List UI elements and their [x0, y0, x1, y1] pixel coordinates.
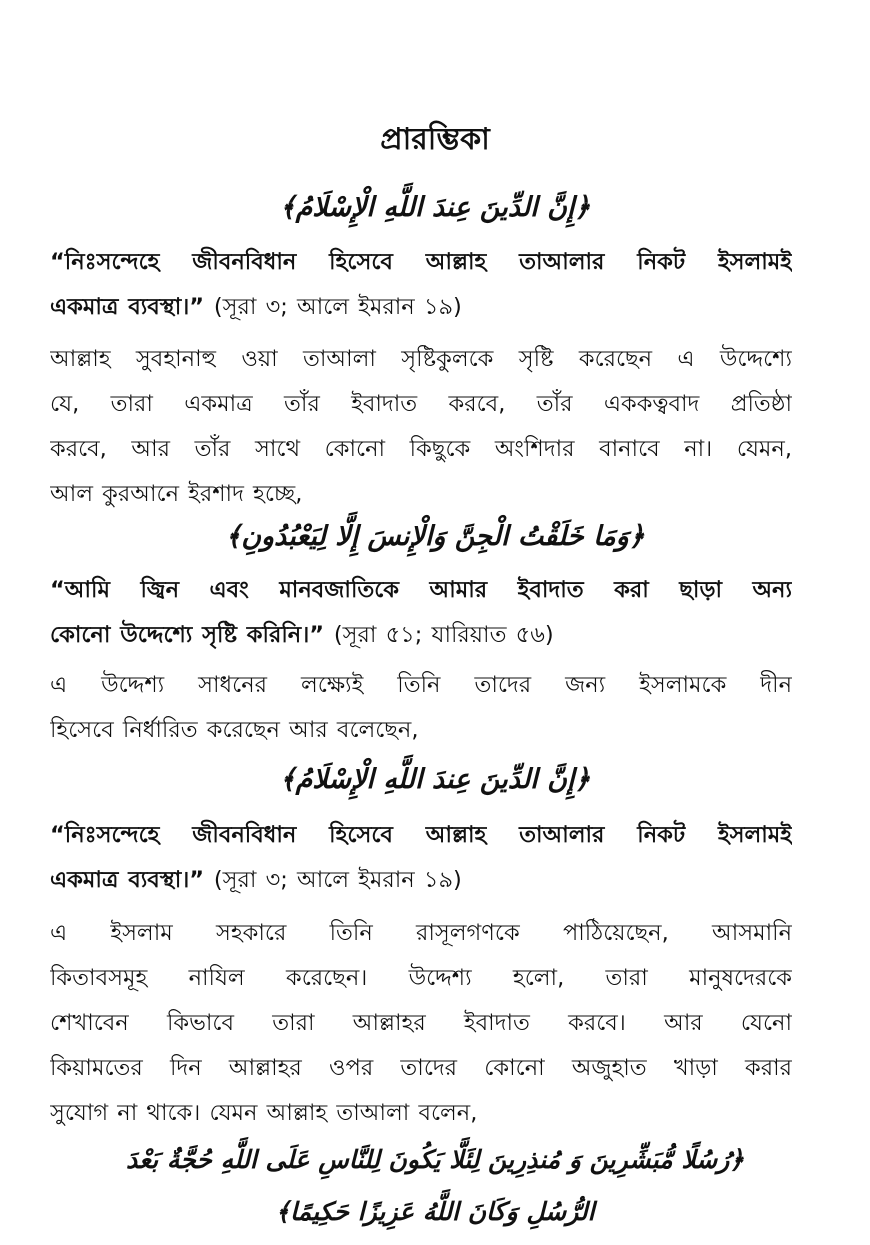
arabic-verse-4-line-2: الرُّسُلِ وَكَانَ اللَّهُ عَزِيزًا حَكِيمًا﴾ [275, 1197, 595, 1226]
arabic-verse-4-line-1: ﴿رُسُلًا مُّبَشِّرِينَ وَ مُنذِرِينَ لِئَلَّا يَكُونَ لِلنَّاسِ عَلَى اللَّهِ حُجَّةٌ بَعْدَ [126, 1145, 744, 1174]
body-line: আল কুরআনে ইরশাদ হচ্ছে, [50, 481, 303, 507]
quote-text: একমাত্র ব্যবস্থা।” [50, 867, 205, 893]
citation: (সূরা ৫১; যারিয়াত ৫৬) [333, 622, 554, 648]
body-line: হিসেবে নির্ধারিত করেছেন আর বলেছেন, [50, 717, 419, 743]
body-line: কিতাবসমূহ নাযিল করেছেন। উদ্দেশ্য হলো, তারা মানুষদেরকে [50, 965, 792, 991]
body-line: এ ইসলাম সহকারে তিনি রাসূলগণকে পাঠিয়েছেন, আসমানি [50, 920, 792, 946]
quote-translation-1 [50, 240, 792, 330]
body-line: এ উদ্দেশ্য সাধনের লক্ষ্যেই তিনি তাদের জন্য ইসলামকে দীন [50, 672, 792, 698]
quote-text: কোনো উদ্দেশ্যে সৃষ্টি করিনি।” [50, 622, 325, 648]
body-paragraph-2 [50, 663, 792, 753]
quote-translation-3 [50, 813, 792, 903]
body-paragraph-1 [50, 337, 792, 517]
body-line: যে, তারা একমাত্র তাঁর ইবাদাত করবে, তাঁর এককত্ববাদ প্রতিষ্ঠা [50, 391, 792, 417]
arabic-verse-1: ﴿إِنَّ الدِّينَ عِندَ اللَّهِ الْإِسْلَامُ﴾ [279, 192, 591, 223]
arabic-verse-3: ﴿إِنَّ الدِّينَ عِندَ اللَّهِ الْإِسْلَامُ﴾ [279, 764, 591, 795]
body-paragraph-3 [50, 911, 792, 1136]
quote-line: “নিঃসন্দেহে জীবনবিধান হিসেবে আল্লাহ তাআলার নিকট ইসলামই [50, 822, 792, 848]
quote-line [50, 858, 792, 903]
quote-line [50, 285, 792, 330]
citation: (সূরা ৩; আলে ইমরান ১৯) [213, 294, 462, 320]
body-line: করবে, আর তাঁর সাথে কোনো কিছুকে অংশিদার বানাবে না। যেমন, [50, 436, 792, 462]
body-line: সুযোগ না থাকে। যেমন আল্লাহ তাআলা বলেন, [50, 1100, 478, 1126]
citation: (সূরা ৩; আলে ইমরান ১৯) [213, 867, 462, 893]
quote-line: “আমি জ্বিন এবং মানবজাতিকে আমার ইবাদাত করা ছাড়া অন্য [50, 577, 792, 603]
body-line: কিয়ামতের দিন আল্লাহর ওপর তাদের কোনো অজুহাত খাড়া করার [50, 1055, 792, 1081]
quote-translation-2 [50, 568, 792, 658]
quote-line [50, 613, 792, 658]
page-title: প্রারম্ভিকা [380, 122, 490, 157]
quote-line: “নিঃসন্দেহে জীবনবিধান হিসেবে আল্লাহ তাআলার নিকট ইসলামই [50, 249, 792, 275]
body-line: আল্লাহ সুবহানাহু ওয়া তাআলা সৃষ্টিকুলকে সৃষ্টি করেছেন এ উদ্দেশ্যে [50, 346, 792, 372]
body-line: শেখাবেন কিভাবে তারা আল্লাহর ইবাদাত করবে। আর যেনো [50, 1010, 792, 1036]
quote-text: একমাত্র ব্যবস্থা।” [50, 294, 205, 320]
arabic-verse-2: ﴿وَمَا خَلَقْتُ الْجِنَّ وَالْإِنسَ إِلَّا لِيَعْبُدُونِ﴾ [225, 521, 645, 552]
